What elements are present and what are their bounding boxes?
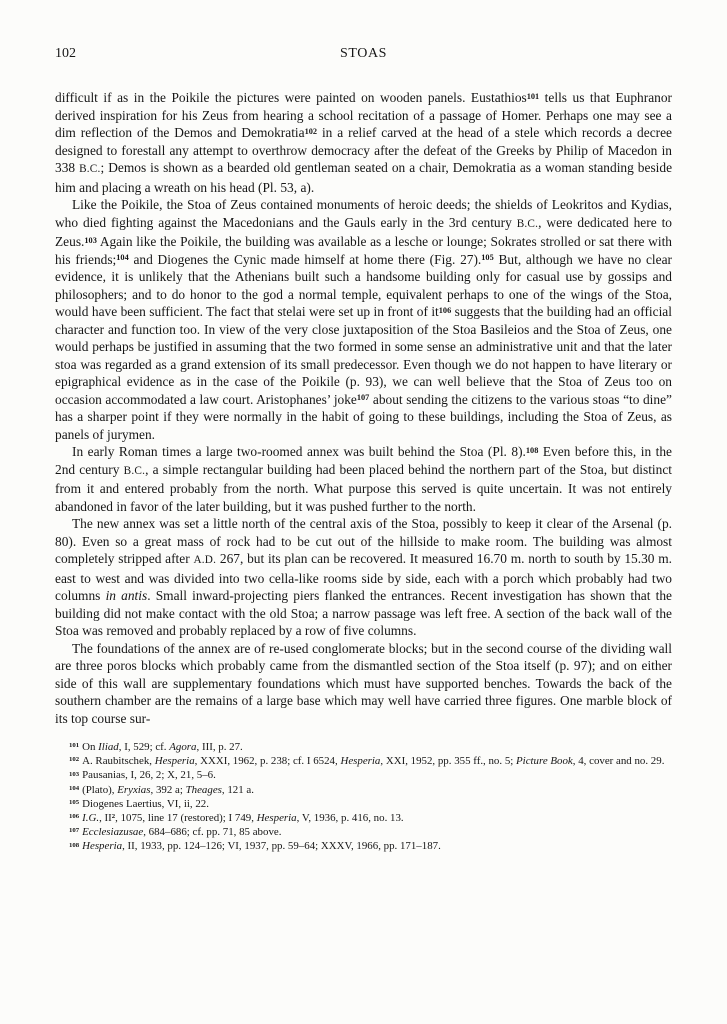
paragraph: In early Roman times a large two-roomed annex was built behind the Stoa (Pl. 8).$^{108}$ Even before this, in the 2nd century B.C., a simple rectangular building had been placed behind the northern part of the Stoa, but distinct from it and entered probably from the north. What purpose this served is quite uncertain. It was not entirely abandoned in favor of the later building, but it was pushed further to the north. [55,444,672,514]
paragraph: Like the Poikile, the Stoa of Zeus contained monuments of heroic deeds; the shields of Leokritos and Kydias, who died fighting against the Macedonians and the Gauls early in the 3rd century B.C., were dedicated here to Zeus.$^{103}$ Again like the Poikile, the building was available as a lesche or lounge; Sokrates strolled or sat there with his friends;$^{104}$ and Diogenes the Cynic made himself at home there (Fig. 27).$^{105}$ But, although we have no clear evidence, it is unlikely that the Athenians built such a handsome building only for casual use by gossips and philosophers; and to do honor to the god a normal temple, equivalent perhaps to one of the wings of the Stoa, would have been sufficient. The fact that stelai were set up in front of $it^{106}$ suggests that the building had an official character and function too. In view of the very close juxtaposition of the Stoa Basileios and the Stoa of Zeus, one would perhaps be justified in assuming that the two formed in some sense an administrative unit and that the later stoa was regarded as a grand extension of its small predecessor. Even though we do not happen to have literary or epigraphical evidence as in the case of the Poikile (p. 93), we can well believe that the Stoa of Zeus too on occasion accommodated a law court. Aristophanes’ joke$^{107}$ about sending the citizens to the various stoas “to dine” has a sharper point if they were normally in the habit of going to these buildings, including the Stoa of Zeus, as panels of jurymen. [55,197,673,442]
footnote-marker: 104 [69,784,80,792]
footnote-marker: 108 [69,841,80,849]
running-title: STOAS [339,46,388,61]
page-number: 102 [55,46,76,61]
paragraph: difficult if as in the Poikile the pictures were painted on wooden panels. Eustathios$^{101}$ tells us that Euphranor derived inspiration for his Zeus from hearing a school recitation of a passage of Homer. Perhaps one may see a dim reflection of the Demos and Demokratia$^{102}$ in a relief carved at the head of a stele which records a decree designed to forestall any attempt to overthrow democracy after the defeat of the Greeks by Philip of Macedon in 338 B.C.; Demos is shown as a bearded old gentleman seated on a chair, Demokratia as a woman standing beside him and placing a wreath on his head (Pl. 53, a). [55,90,673,195]
footnote [55,740,672,754]
footnote [55,825,672,839]
footnote-marker: 107 [69,827,80,835]
footnote-text: Hesperia, II, 1933, pp. 124–126; VI, 1937, pp. 59–64; XXXV, 1966, pp. 171–187. [82,840,441,853]
footnote [55,754,672,768]
footnote-text: Diogenes Laertius, VI, ii, 22. [82,797,209,810]
footnotes [55,740,672,854]
footnote [55,811,672,825]
paragraph: The foundations of the annex are of re-used conglomerate blocks; but in the second course of the dividing wall are three poros blocks which probably came from the dismantled section of the Stoa itself (p. 97); and on either side of this wall are supplementary foundations which must have supported benches. Towards the back of the southern chamber are the remains of a large base which may well have carried three figures. One marble block of its top course sur- [55,640,672,726]
body-text [55,89,672,727]
paragraph: The new annex was set a little north of the central axis of the Stoa, possibly to keep it clear of the Arsenal (p. 80). Even so a great mass of rock had to be cut out of the hillside to make room. The building was almost completely stripped after A.D. 267, but its plan can be recovered. It measured 16.70 m. north to south by 15.30 m. east to west and was divided into two cella-like rooms side by side, each with a porch which probably had two columns in antis. Small inward-projecting piers flanked the entrances. Recent investigation has shown that the building did not make contact with the old Stoa; a narrow passage was left free. A section of the back wall of the Stoa was removed and probably replaced by a row of five columns. [55,516,672,638]
footnote-text: On Iliad, I, 529; cf. Agora, III, p. 27. [82,741,243,753]
footnote [55,783,672,797]
running-head [55,46,672,64]
footnote-text: Pausanias, I, 26, 2; X, 21, 5–6. [82,769,216,782]
footnote [55,797,672,811]
footnote-marker: 102 [69,756,80,764]
footnote [55,768,672,782]
footnote-marker: 106 [69,813,80,821]
footnote-marker: 103 [69,770,80,778]
footnote-text: Ecclesiazusae, 684–686; cf. pp. 71, 85 above. [82,826,282,839]
footnote-text: I.G., $II^2$, 1075, line 17 (restored); I 749, Hesperia, V, 1936, p. 416, no. 13. [82,812,404,825]
footnote [55,839,672,853]
footnote-text: (Plato), Eryxias, 392 a; Theages, 121 a. [82,783,254,796]
footnote-text: A. Raubitschek, Hesperia, XXXI, 1962, p. 238; cf. I 6524, Hesperia, XXI, 1952, pp. 355 ff., no. 5; Picture Book, 4, cover and no. 29. [82,755,665,768]
footnote-marker: 105 [69,798,80,806]
footnote-marker: 101 [69,742,80,750]
